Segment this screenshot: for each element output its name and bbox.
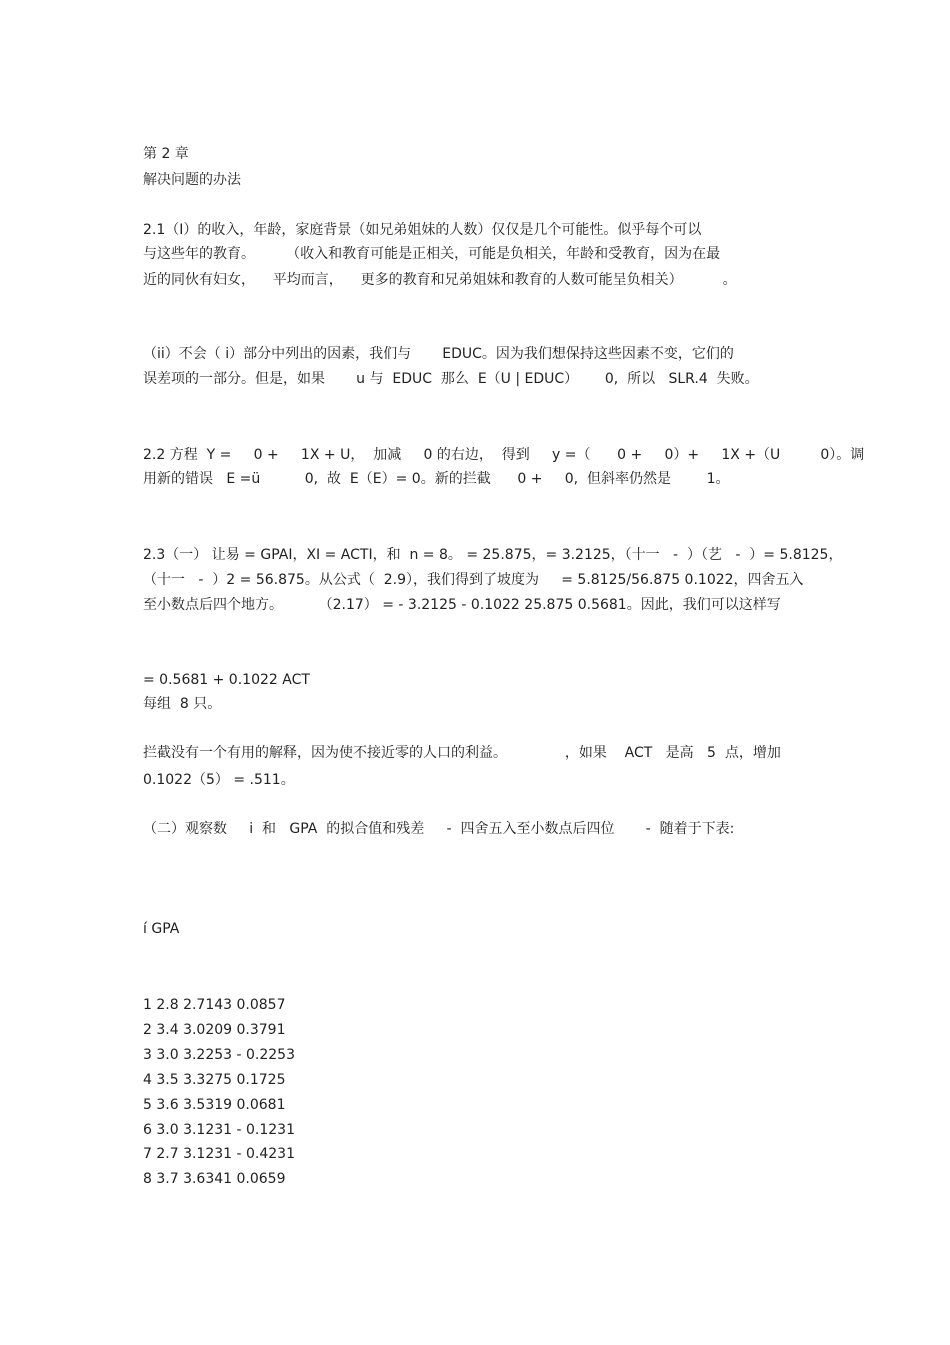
table-row: 5 3.6 3.5319 0.0681 xyxy=(143,1097,286,1113)
table-row: 4 3.5 3.3275 0.1725 xyxy=(143,1072,286,1088)
interpretation-line-2: 0.1022（5） = .511。 xyxy=(143,772,295,788)
chapter-heading: 第 2 章 xyxy=(143,146,189,162)
s2-3-i-line-1: 2.3（一） 让易 = GPAI，XI = ACTI，和 n = 8。 = 25.875，= 3.2125，（十一 - ）（艺 - ）= 5.8125， xyxy=(143,547,843,563)
s2-2-line-2: 用新的错误 E =ü 0, 故 E（E）= 0。新的拦截 0 + 0, 但斜率仍然是 1。 xyxy=(143,471,730,487)
s2-1-ii-line-2: 误差项的一部分。但是，如果 u 与 EDUC 那么 E（U | EDUC） 0, 所以 SLR.4 失败。 xyxy=(143,371,759,387)
chapter-subtitle: 解决问题的办法 xyxy=(143,172,241,188)
table-row: 6 3.0 3.1231 - 0.1231 xyxy=(143,1122,295,1138)
s2-3-i-line-2: （十一 - ）2 = 56.875。从公式（ 2.9），我们得到了坡度为 = 5.8125/56.875 0.1022，四舍五入 xyxy=(143,572,804,588)
table-row: 3 3.0 3.2253 - 0.2253 xyxy=(143,1047,295,1063)
table-row: 1 2.8 2.7143 0.0857 xyxy=(143,997,286,1013)
table-row: 8 3.7 3.6341 0.0659 xyxy=(143,1171,286,1187)
s2-1-i-line-1: 2.1（I）的收入，年龄，家庭背景（如兄弟姐妹的人数）仅仅是几个可能性。似乎每个可以 xyxy=(143,222,702,238)
table-header: í GPA xyxy=(143,921,180,937)
s2-2-line-1: 2.2 方程 Y = 0 + 1X + U， 加减 0 的右边， 得到 y =（ 0 + 0）+ 1X +（U 0）。调 xyxy=(143,447,865,463)
s2-1-i-line-2: 与这些年的教育。 （收入和教育可能是正相关，可能是负相关，年龄和受教育，因为在最 xyxy=(143,246,721,262)
regression-equation: = 0.5681 + 0.1022 ACT xyxy=(143,672,310,688)
table-row: 7 2.7 3.1231 - 0.4231 xyxy=(143,1146,295,1162)
s2-1-i-line-3: 近的同伙有妇女， 平均而言， 更多的教育和兄弟姐妹和教育的人数可能呈负相关） 。 xyxy=(143,272,737,288)
interpretation-line-1: 拦截没有一个有用的解释，因为使不接近零的人口的利益。 ，如果 ACT 是高 5 点，增加 xyxy=(143,745,781,761)
s2-3-i-line-3: 至小数点后四个地方。 （2.17） = - 3.2125 - 0.1022 25.875 0.5681。因此，我们可以这样写 xyxy=(143,597,781,613)
per-group-note: 每组 8 只。 xyxy=(143,696,222,712)
s2-3-ii-intro: （二）观察数 i 和 GPA 的拟合值和残差 - 四舍五入至小数点后四位 - 随着于下表: xyxy=(143,821,735,837)
table-row: 2 3.4 3.0209 0.3791 xyxy=(143,1022,286,1038)
s2-1-ii-line-1: （ii）不会（ i）部分中列出的因素，我们与 EDUC。因为我们想保持这些因素不变，它们的 xyxy=(143,346,734,362)
